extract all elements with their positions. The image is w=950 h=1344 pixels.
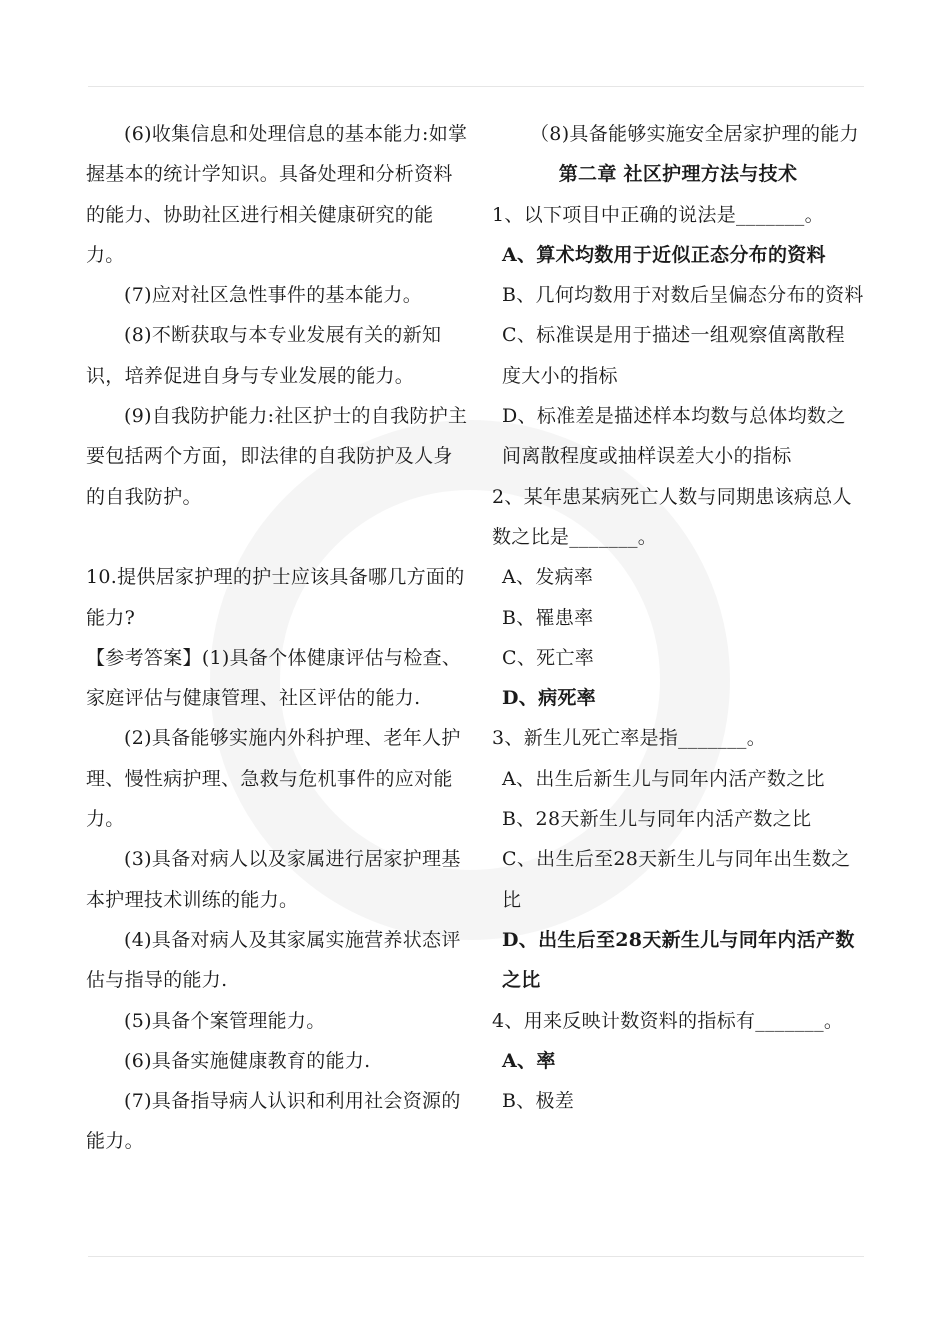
question-2-option-b: B、罹患率 — [502, 606, 594, 629]
answer-4: (4)具备对病人及其家属实施营养状态评估与指导的能力. — [86, 928, 461, 992]
question-3-option-c: C、出生后至28天新生儿与同年出生数之比 — [502, 848, 851, 911]
left-column — [86, 114, 470, 1162]
answer-8: （8)具备能够实施安全居家护理的能力 — [530, 123, 859, 145]
question-2-option-d: D、病死率 — [502, 687, 596, 710]
answer-1-text: (1)具备个体健康评估与检查、家庭评估与健康管理、社区评估的能力. — [86, 646, 462, 710]
header-rule — [88, 86, 864, 87]
chapter-title: 第二章 社区护理方法与技术 — [558, 163, 798, 186]
answer-2: (2)具备能够实施内外科护理、老年人护理、慢性病护理、急救与危机事件的应对能力。 — [86, 727, 461, 831]
answer-3: (3)具备对病人以及家属进行居家护理基本护理技术训练的能力。 — [86, 848, 461, 911]
question-4-option-a: A、率 — [502, 1049, 556, 1072]
question-2-option-a: A、发病率 — [502, 566, 594, 589]
answer-label: 【参考答案】 — [86, 646, 202, 669]
question-1-option-b: B、几何均数用于对数后呈偏态分布的资料 — [502, 284, 864, 307]
answer-1 — [86, 638, 470, 719]
question-3-option-d: D、出生后至28天新生儿与同年内活产数之比 — [502, 928, 855, 992]
footer-rule — [88, 1256, 864, 1257]
question-3: 3、新生儿死亡率是指_______。 — [492, 727, 766, 750]
question-1-option-a: A、算术均数用于近似正态分布的资料 — [502, 243, 826, 266]
answer-7: (7)具备指导病人认识和利用社会资源的能力。 — [86, 1090, 461, 1153]
question-1-option-c: C、标准误是用于描述一组观察值离散程度大小的指标 — [502, 324, 845, 387]
answer-5: (5)具备个案管理能力。 — [124, 1009, 326, 1032]
ability-7: (7)应对社区急性事件的基本能力。 — [124, 284, 423, 307]
ability-8: (8)不断获取与本专业发展有关的新知识，培养促进自身与专业发展的能力。 — [86, 324, 442, 387]
question-2: 2、某年患某病死亡人数与同期患该病总人数之比是_______。 — [492, 485, 852, 548]
question-4-option-b: B、极差 — [502, 1090, 575, 1113]
right-column — [492, 114, 864, 1121]
answer-6: (6)具备实施健康教育的能力. — [124, 1049, 371, 1072]
question-3-option-a: A、出生后新生儿与同年内活产数之比 — [502, 767, 825, 790]
question-2-option-c: C、死亡率 — [502, 646, 595, 669]
question-1-option-d: D、标准差是描述样本均数与总体均数之间离散程度或抽样误差大小的指标 — [502, 405, 846, 468]
question-3-option-b: B、28天新生儿与同年内活产数之比 — [502, 808, 812, 831]
question-4: 4、用来反映计数资料的指标有_______。 — [492, 1009, 844, 1032]
ability-6: (6)收集信息和处理信息的基本能力:如掌握基本的统计学知识。具备处理和分析资料的能力、协助社区进行相关健康研究的能力。 — [86, 123, 468, 266]
question-1: 1、以下项目中正确的说法是_______。 — [492, 203, 824, 226]
question-10: 10.提供居家护理的护士应该具备哪几方面的能力? — [86, 566, 465, 629]
paragraph-gap — [86, 517, 470, 557]
ability-9: (9)自我防护能力:社区护士的自我防护主要包括两个方面，即法律的自我防护及人身的自我防护。 — [86, 405, 468, 508]
